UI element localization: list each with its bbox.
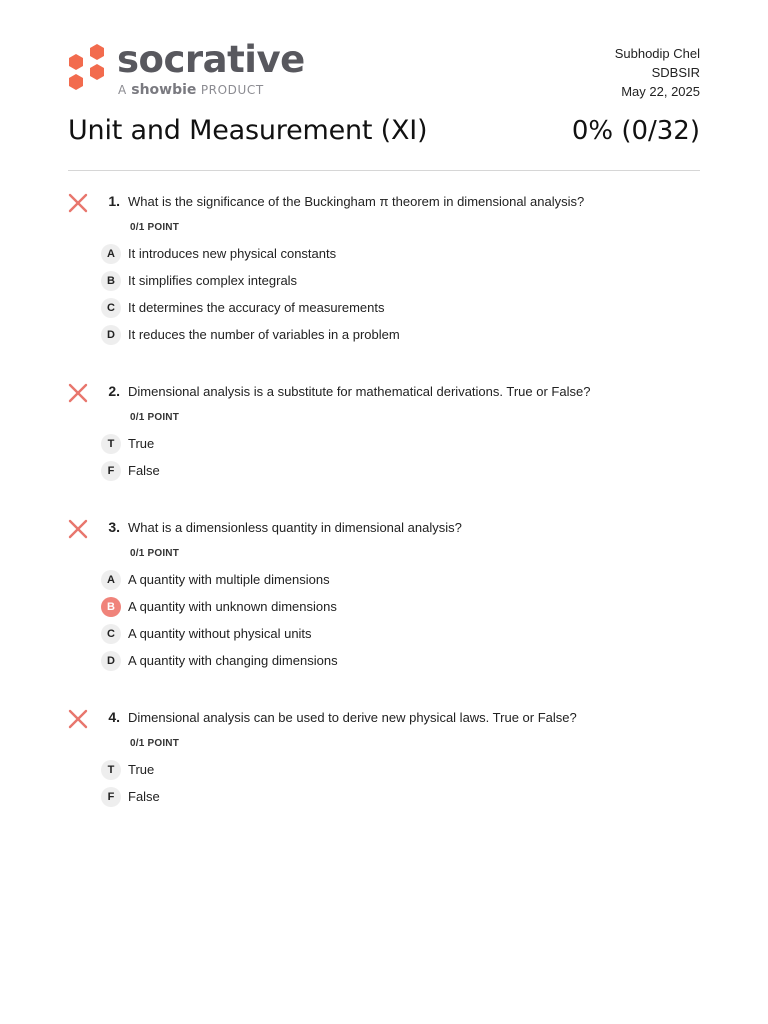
class-name: SDBSIR — [651, 65, 700, 80]
question-number: 3. — [108, 519, 120, 535]
question-text: Dimensional analysis can be used to derive new physical laws. True or False? — [128, 710, 577, 725]
selected-answer-badge: B — [101, 597, 121, 617]
question-text: Dimensional analysis is a substitute for mathematical derivations. True or False? — [128, 384, 591, 399]
option-text: A quantity without physical units — [128, 626, 312, 641]
incorrect-x-icon — [68, 709, 88, 729]
socrative-logo — [67, 38, 307, 99]
question-points: 0/1 POINT — [130, 412, 180, 423]
option-letter-badge: D — [101, 325, 121, 345]
question-text: What is a dimensionless quantity in dimensional analysis? — [128, 520, 462, 535]
student-name: Subhodip Chel — [614, 46, 700, 61]
report-meta — [615, 44, 700, 101]
incorrect-x-icon — [68, 193, 88, 213]
incorrect-x-icon — [68, 383, 88, 403]
option-letter-badge: D — [101, 651, 121, 671]
question-text: What is the significance of the Buckingham π theorem in dimensional analysis? — [128, 194, 585, 209]
option-text: It reduces the number of variables in a problem — [128, 327, 400, 342]
logo-wordmark: socrative — [117, 38, 305, 81]
hexagon-cluster-icon — [67, 43, 107, 95]
option-letter-badge: A — [101, 244, 121, 264]
option-text: It determines the accuracy of measurements — [128, 300, 385, 315]
option-letter-badge: T — [101, 760, 121, 780]
question-number: 2. — [108, 383, 120, 399]
question-points: 0/1 POINT — [130, 548, 180, 559]
question-number: 4. — [108, 709, 120, 725]
quiz-score: 0% (0/32) — [571, 116, 700, 146]
option-text: It introduces new physical constants — [128, 246, 337, 261]
option-letter-badge: F — [101, 461, 121, 481]
option-text: True — [128, 436, 155, 451]
option-letter-badge: F — [101, 787, 121, 807]
option-letter-badge: C — [101, 624, 121, 644]
option-text: It simplifies complex integrals — [128, 273, 298, 288]
option-text: A quantity with unknown dimensions — [128, 599, 337, 614]
question-number: 1. — [108, 193, 120, 209]
option-text: A quantity with changing dimensions — [128, 653, 338, 668]
option-letter-badge: C — [101, 298, 121, 318]
quiz-title: Unit and Measurement (XI) — [68, 115, 428, 146]
option-text: False — [128, 789, 160, 804]
option-letter-badge: T — [101, 434, 121, 454]
question-points: 0/1 POINT — [130, 738, 180, 749]
header-divider — [68, 170, 700, 171]
logo-tagline: A showbie PRODUCT — [118, 82, 264, 98]
option-text: A quantity with multiple dimensions — [128, 572, 330, 587]
option-text: False — [128, 463, 160, 478]
report-date: May 22, 2025 — [621, 84, 700, 99]
option-text: True — [128, 762, 155, 777]
option-letter-badge: B — [101, 271, 121, 291]
question-points: 0/1 POINT — [130, 222, 180, 233]
incorrect-x-icon — [68, 519, 88, 539]
option-letter-badge: A — [101, 570, 121, 590]
